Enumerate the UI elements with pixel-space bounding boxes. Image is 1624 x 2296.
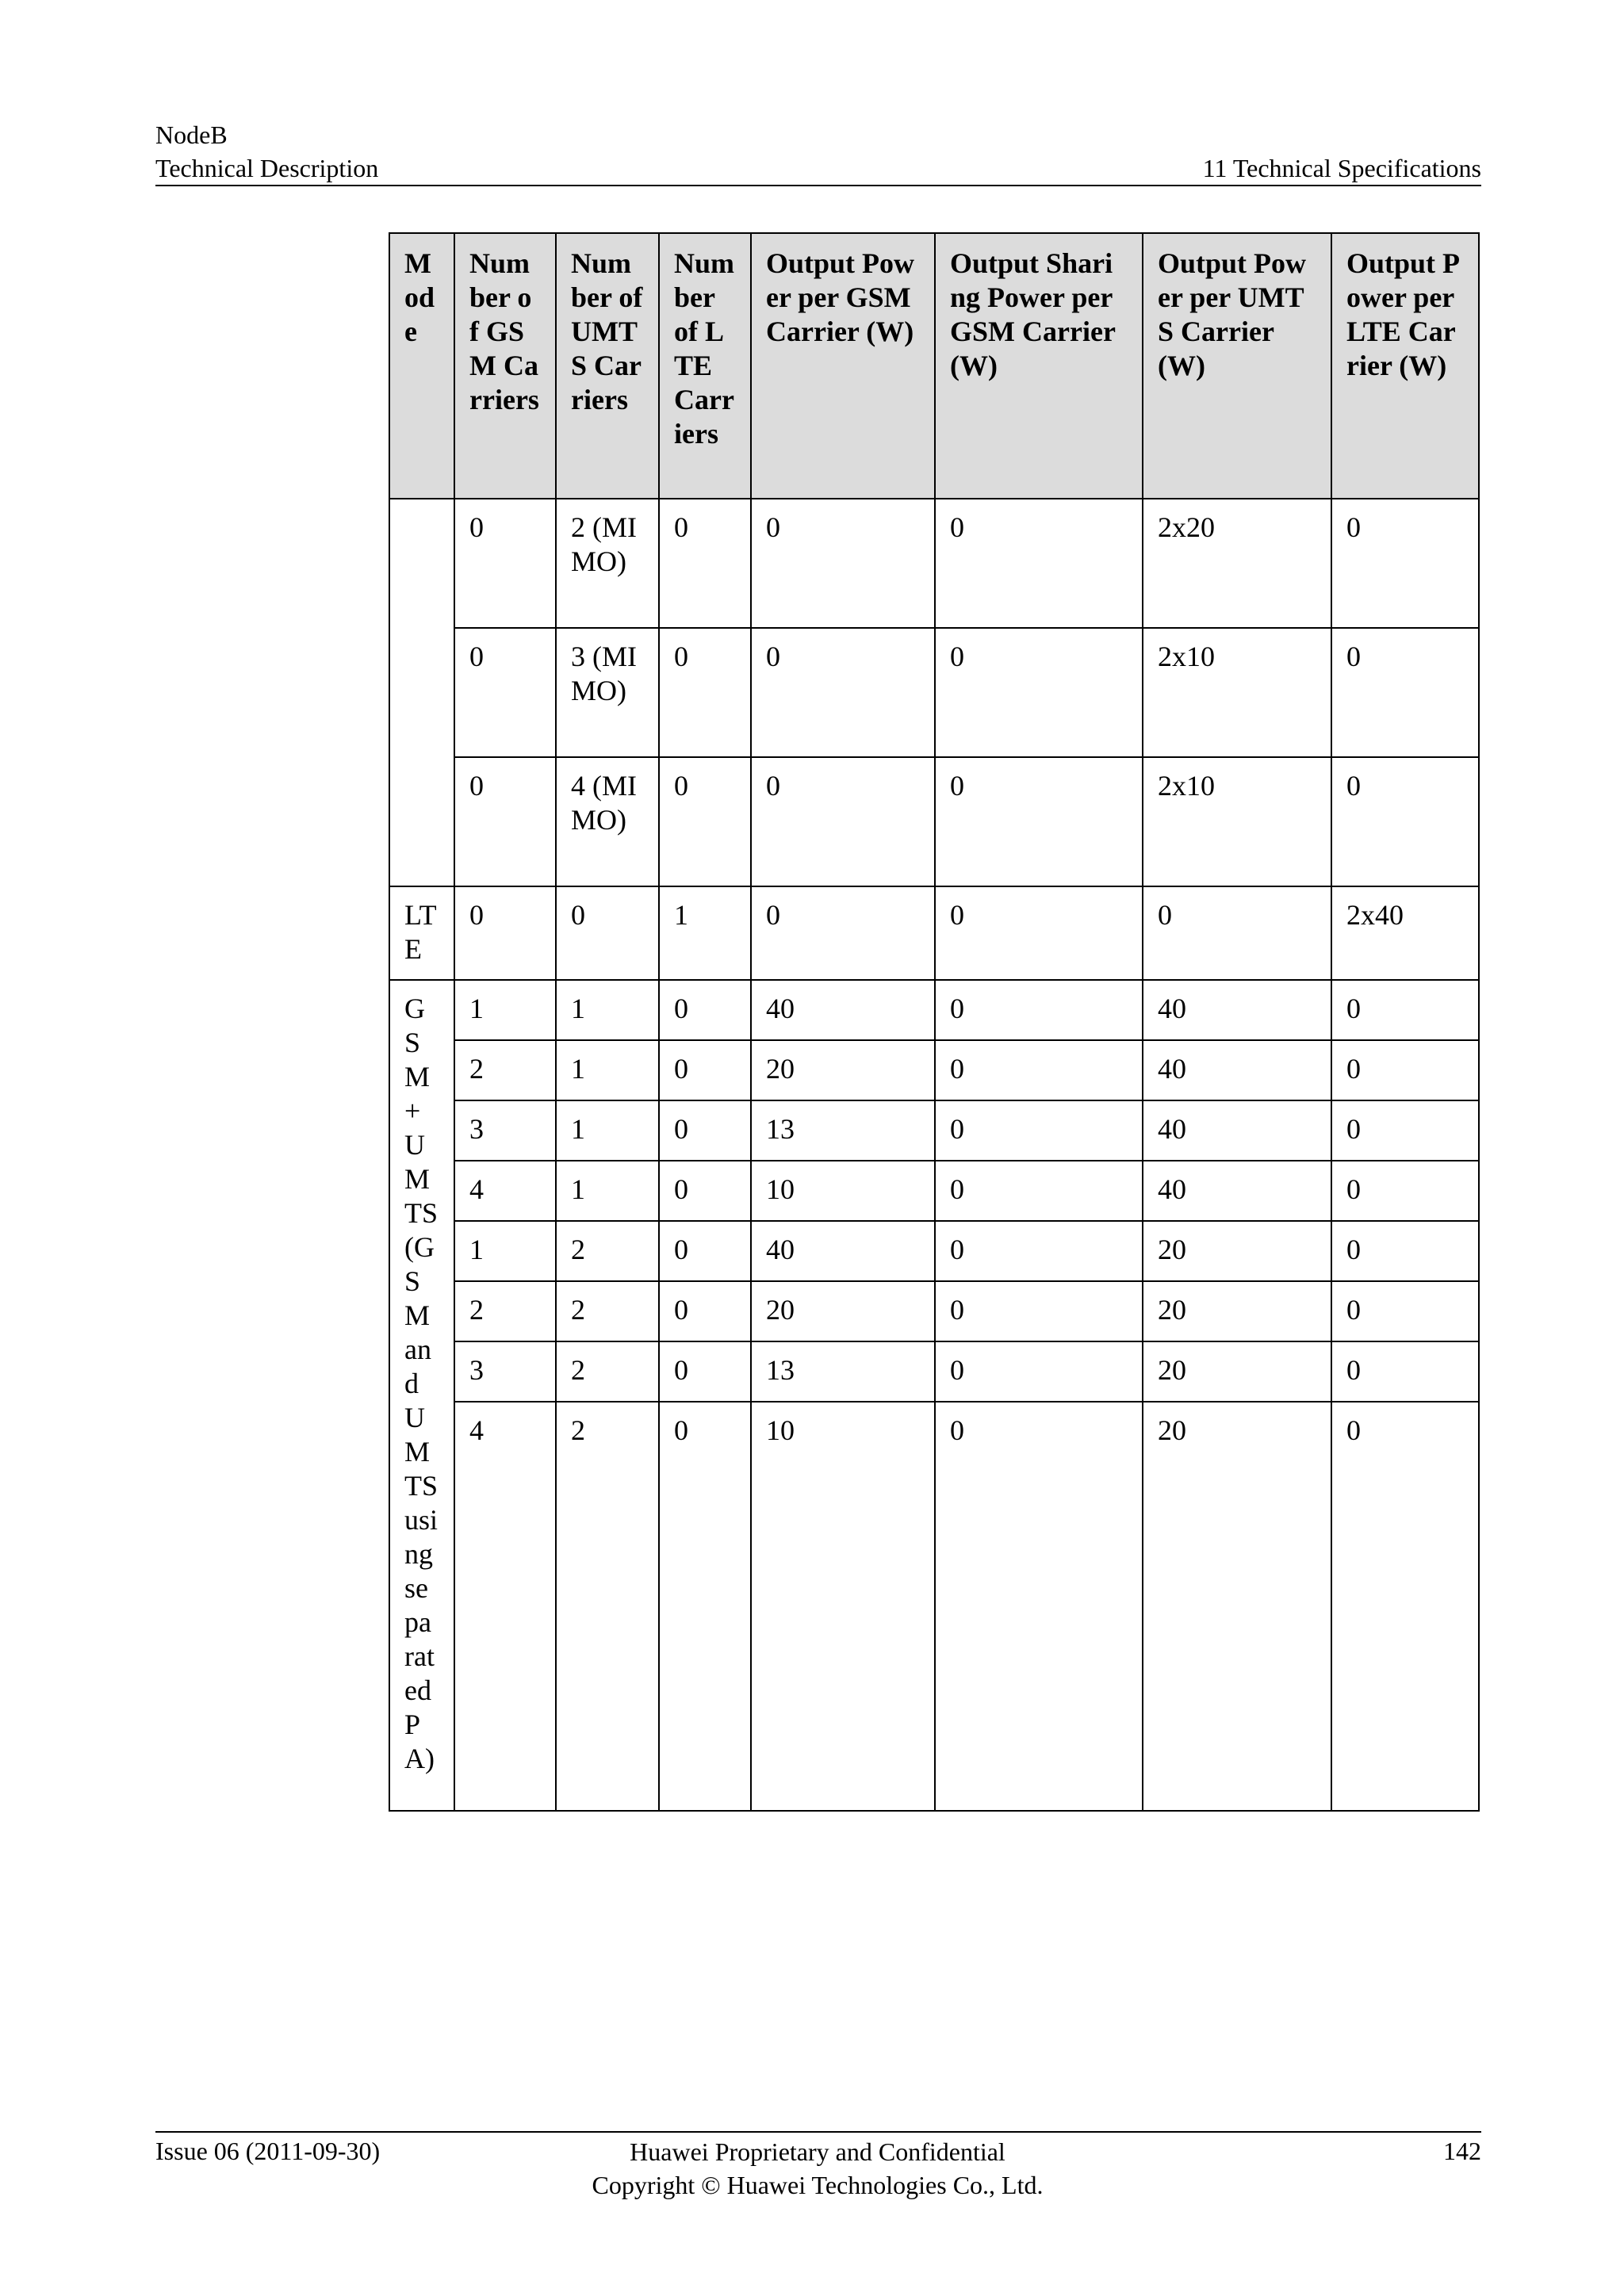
column-header: Number of GSM Carriers <box>454 233 556 499</box>
table-cell: 1 <box>556 1161 659 1221</box>
table-cell: 0 <box>454 757 556 886</box>
table-cell: 40 <box>1143 1161 1331 1221</box>
table-cell: 2 <box>556 1341 659 1402</box>
table-cell: 1 <box>556 980 659 1040</box>
footer-issue: Issue 06 (2011-09-30) <box>155 2137 381 2165</box>
table-cell: 10 <box>751 1161 935 1221</box>
table-cell: 0 <box>1331 1402 1479 1811</box>
table-cell: 0 <box>659 1341 751 1402</box>
table-row <box>389 499 1479 628</box>
table-cell: 0 <box>659 1402 751 1811</box>
table-cell: 3 (MIMO) <box>556 628 659 757</box>
table-header-row <box>389 233 1479 499</box>
table-cell: 0 <box>1331 1221 1479 1281</box>
table-row <box>389 1100 1479 1161</box>
table-cell: 1 <box>556 1040 659 1100</box>
column-header: Output Sharing Power per GSM Carrier (W) <box>935 233 1143 499</box>
column-header: Output Power per UMTS Carrier (W) <box>1143 233 1331 499</box>
table-cell: 0 <box>659 980 751 1040</box>
table-cell: 0 <box>935 1161 1143 1221</box>
header-doc-title: Technical Description <box>155 154 379 182</box>
column-header: Output Power per LTE Carrier (W) <box>1331 233 1479 499</box>
table-cell: 1 <box>454 1221 556 1281</box>
table-row <box>389 886 1479 980</box>
table-cell: 40 <box>1143 1100 1331 1161</box>
table-cell: 0 <box>659 1221 751 1281</box>
mode-cell-umts <box>389 499 454 886</box>
table-cell: 2 <box>556 1281 659 1341</box>
table-cell: 2 <box>454 1040 556 1100</box>
table-cell: 20 <box>1143 1402 1331 1811</box>
table-row <box>389 757 1479 886</box>
spec-table <box>389 232 1480 1812</box>
header-chapter: 11 Technical Specifications <box>1202 154 1481 182</box>
mode-cell-lte: LTE <box>389 886 454 980</box>
table-cell: 20 <box>1143 1281 1331 1341</box>
table-cell: 3 <box>454 1341 556 1402</box>
table-cell: 13 <box>751 1100 935 1161</box>
table-cell: 2x20 <box>1143 499 1331 628</box>
table-cell: 1 <box>556 1100 659 1161</box>
table-cell: 0 <box>659 499 751 628</box>
footer-center <box>0 2135 1624 2202</box>
table-cell: 0 <box>659 1281 751 1341</box>
table-cell: 0 <box>454 499 556 628</box>
table-cell: 40 <box>1143 980 1331 1040</box>
table-cell: 20 <box>1143 1221 1331 1281</box>
table-cell: 1 <box>659 886 751 980</box>
table-cell: 2 <box>556 1402 659 1811</box>
column-header: Mode <box>389 233 454 499</box>
table-cell: 0 <box>935 980 1143 1040</box>
table-cell: 0 <box>935 628 1143 757</box>
table-row <box>389 628 1479 757</box>
table-row <box>389 1161 1479 1221</box>
footer-copyright: Copyright © Huawei Technologies Co., Ltd. <box>592 2171 1044 2199</box>
table-cell: 0 <box>659 1040 751 1100</box>
table-cell: 4 <box>454 1402 556 1811</box>
table-cell: 0 <box>659 757 751 886</box>
table-cell: 20 <box>751 1281 935 1341</box>
table-cell: 2x10 <box>1143 628 1331 757</box>
table-cell: 4 <box>454 1161 556 1221</box>
table-cell: 0 <box>935 886 1143 980</box>
table-cell: 2 <box>454 1281 556 1341</box>
table-cell: 0 <box>1331 757 1479 886</box>
table-cell: 4 (MIMO) <box>556 757 659 886</box>
table-cell: 0 <box>659 628 751 757</box>
header-rule <box>155 185 1481 186</box>
table-cell: 0 <box>935 1341 1143 1402</box>
mode-cell-gsm-umts: GSM+UMTS(GSM and UMTS using separated PA) <box>389 980 454 1811</box>
table-cell: 40 <box>751 1221 935 1281</box>
table-cell: 20 <box>1143 1341 1331 1402</box>
table-row <box>389 1281 1479 1341</box>
footer-page-number: 142 <box>1443 2137 1481 2165</box>
table-row <box>389 980 1479 1040</box>
table-cell: 0 <box>454 886 556 980</box>
table-cell: 0 <box>1331 1161 1479 1221</box>
table-cell: 0 <box>751 628 935 757</box>
table-cell: 0 <box>556 886 659 980</box>
table-row <box>389 1402 1479 1811</box>
table-row <box>389 1040 1479 1100</box>
table-cell: 0 <box>1331 1281 1479 1341</box>
table-cell: 0 <box>1331 1341 1479 1402</box>
table-cell: 0 <box>659 1161 751 1221</box>
table-cell: 0 <box>1331 1040 1479 1100</box>
table-row <box>389 1221 1479 1281</box>
header-product: NodeB <box>155 121 228 149</box>
table-cell: 2 (MIMO) <box>556 499 659 628</box>
table-cell: 1 <box>454 980 556 1040</box>
table-cell: 3 <box>454 1100 556 1161</box>
column-header: Number of UMTS Carriers <box>556 233 659 499</box>
table-cell: 2x40 <box>1331 886 1479 980</box>
table-cell: 0 <box>935 499 1143 628</box>
table-cell: 13 <box>751 1341 935 1402</box>
table-cell: 0 <box>935 1402 1143 1811</box>
column-header: Number of LTE Carriers <box>659 233 751 499</box>
table-cell: 0 <box>1331 499 1479 628</box>
table-cell: 0 <box>751 757 935 886</box>
footer-confidential: Huawei Proprietary and Confidential <box>630 2137 1005 2166</box>
table-cell: 0 <box>935 1221 1143 1281</box>
table-cell: 0 <box>454 628 556 757</box>
column-header: Output Power per GSM Carrier (W) <box>751 233 935 499</box>
table-cell: 40 <box>1143 1040 1331 1100</box>
table-cell: 0 <box>935 1281 1143 1341</box>
table-cell: 0 <box>1143 886 1331 980</box>
table-cell: 20 <box>751 1040 935 1100</box>
table-cell: 0 <box>1331 1100 1479 1161</box>
table-cell: 2 <box>556 1221 659 1281</box>
table-cell: 0 <box>659 1100 751 1161</box>
footer-rule <box>155 2131 1481 2133</box>
table-cell: 0 <box>1331 980 1479 1040</box>
table-cell: 0 <box>1331 628 1479 757</box>
table-cell: 40 <box>751 980 935 1040</box>
table-cell: 2x10 <box>1143 757 1331 886</box>
table-cell: 0 <box>751 499 935 628</box>
table-cell: 0 <box>935 757 1143 886</box>
table-cell: 0 <box>751 886 935 980</box>
table-row <box>389 1341 1479 1402</box>
table-cell: 0 <box>935 1040 1143 1100</box>
table-cell: 10 <box>751 1402 935 1811</box>
table-cell: 0 <box>935 1100 1143 1161</box>
